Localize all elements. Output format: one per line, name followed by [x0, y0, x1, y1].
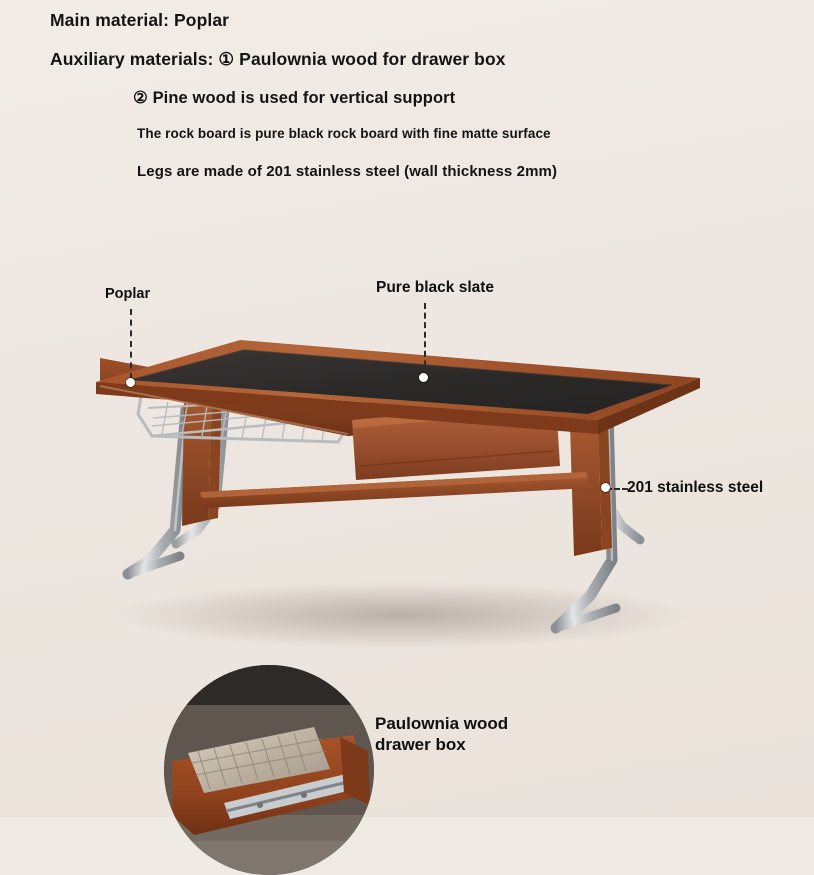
stretcher-beam	[200, 472, 590, 508]
callout-dot	[419, 373, 428, 382]
callout-leader-line	[424, 303, 426, 376]
spec-legs: Legs are made of 201 stainless steel (wall thickness 2mm)	[137, 163, 558, 180]
spec-auxiliary-material-2: ② Pine wood is used for vertical support	[133, 89, 456, 107]
callout-drawer-line1: Paulownia wood	[375, 714, 509, 733]
callout-drawer	[375, 714, 508, 755]
callout-leader-line	[130, 309, 132, 379]
spec-rock-board: The rock board is pure black rock board with fine matte surface	[137, 126, 551, 141]
callout-slate: Pure black slate	[376, 279, 495, 296]
drawer-detail-inset	[164, 665, 374, 875]
callout-poplar: Poplar	[105, 286, 151, 302]
callout-dot	[126, 378, 135, 387]
spec-main-material: Main material: Poplar	[50, 10, 230, 30]
callout-steel: 201 stainless steel	[627, 479, 764, 496]
spec-auxiliary-material-1: Auxiliary materials: ① Paulownia wood for drawer box	[50, 49, 506, 69]
callout-drawer-line2: drawer box	[375, 734, 466, 754]
callout-dot	[601, 483, 610, 492]
